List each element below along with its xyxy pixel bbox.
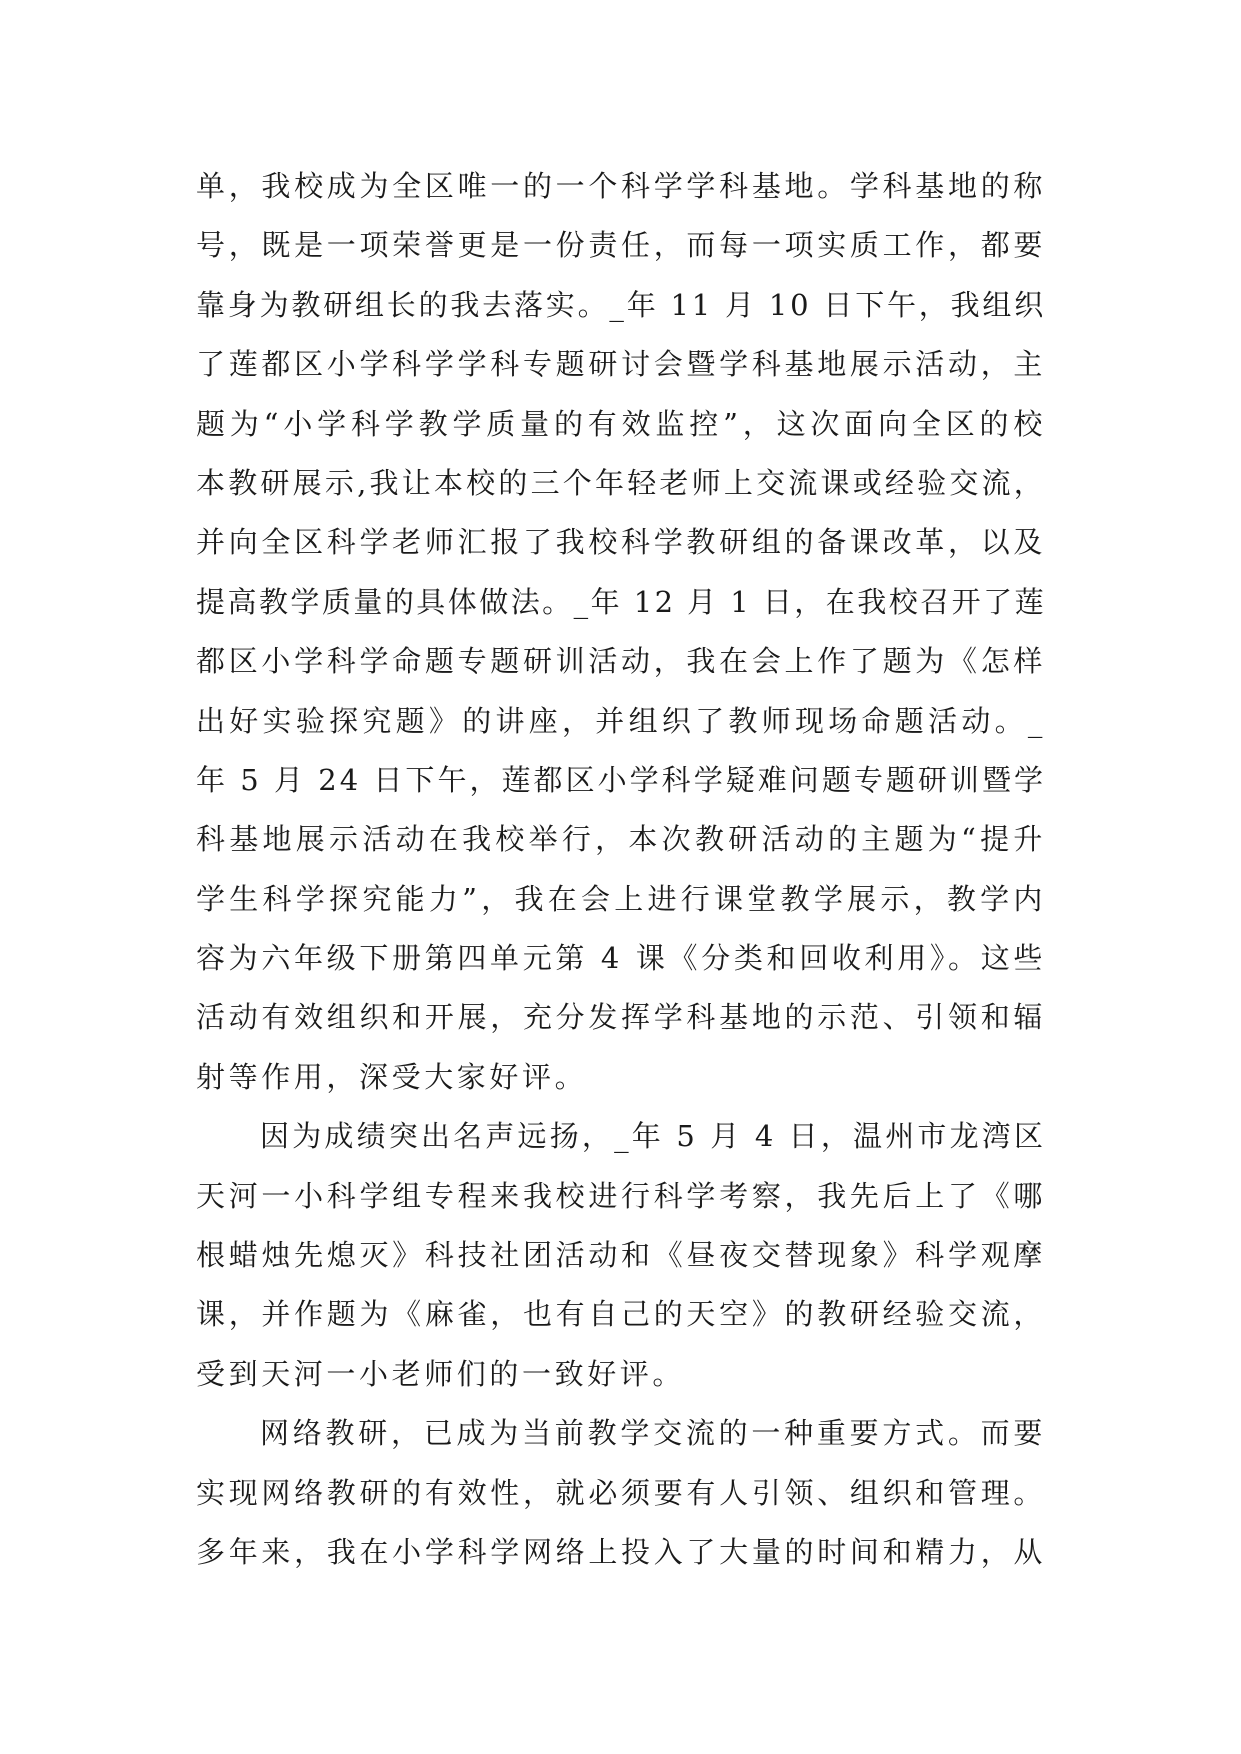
text-line: 学生科学探究能力”，我在会上进行课堂教学展示，教学内 [196, 881, 1046, 916]
text-line: 课，并作题为《麻雀，也有自己的天空》的教研经验交流， [196, 1297, 1046, 1332]
text-line: 实现网络教研的有效性，就必须要有人引领、组织和管理。 [196, 1475, 1046, 1510]
text-line: 年 5 月 24 日下午，莲都区小学科学疑难问题专题研训暨学 [196, 762, 1046, 797]
text-line: 提高教学质量的具体做法。_年 12 月 1 日，在我校召开了莲 [196, 584, 1046, 619]
text-line: 射等作用，深受大家好评。 [196, 1059, 588, 1094]
document-body [196, 157, 1046, 1582]
text-line: 网络教研，已成为当前教学交流的一种重要方式。而要 [260, 1416, 1046, 1451]
text-line: 容为六年级下册第四单元第 4 课《分类和回收利用》。这些 [196, 941, 1046, 976]
text-line: 活动有效组织和开展，充分发挥学科基地的示范、引领和辐 [196, 1000, 1046, 1035]
text-line: 受到天河一小老师们的一致好评。 [196, 1356, 686, 1391]
text-line: 天河一小科学组专程来我校进行科学考察，我先后上了《哪 [196, 1178, 1046, 1213]
text-line: 多年来，我在小学科学网络上投入了大量的时间和精力，从 [196, 1534, 1046, 1569]
text-line: 根蜡烛先熄灭》科技社团活动和《昼夜交替现象》科学观摩 [196, 1238, 1046, 1273]
text-line: 都区小学科学命题专题研训活动，我在会上作了题为《怎样 [196, 644, 1046, 679]
text-line: 本教研展示,我让本校的三个年轻老师上交流课或经验交流， [196, 465, 1046, 500]
text-line: 单，我校成为全区唯一的一个科学学科基地。学科基地的称 [196, 169, 1046, 203]
text-line: 靠身为教研组长的我去落实。_年 11 月 10 日下午，我组织 [196, 287, 1046, 322]
text-line: 科基地展示活动在我校举行，本次教研活动的主题为“提升 [196, 822, 1046, 857]
text-line: 并向全区科学老师汇报了我校科学教研组的备课改革，以及 [196, 525, 1046, 560]
paragraph-1 [196, 157, 1046, 1107]
paragraph-3 [196, 1404, 1046, 1582]
text-line: 出好实验探究题》的讲座，并组织了教师现场命题活动。_ [196, 703, 1046, 738]
paragraph-2 [196, 1107, 1046, 1404]
text-line: 题为“小学科学教学质量的有效监控”，这次面向全区的校 [196, 406, 1046, 441]
text-line: 因为成绩突出名声远扬，_年 5 月 4 日，温州市龙湾区 [260, 1119, 1046, 1154]
text-line: 了莲都区小学科学学科专题研讨会暨学科基地展示活动，主 [196, 347, 1046, 382]
text-line: 号，既是一项荣誉更是一份责任，而每一项实质工作，都要 [196, 228, 1046, 263]
